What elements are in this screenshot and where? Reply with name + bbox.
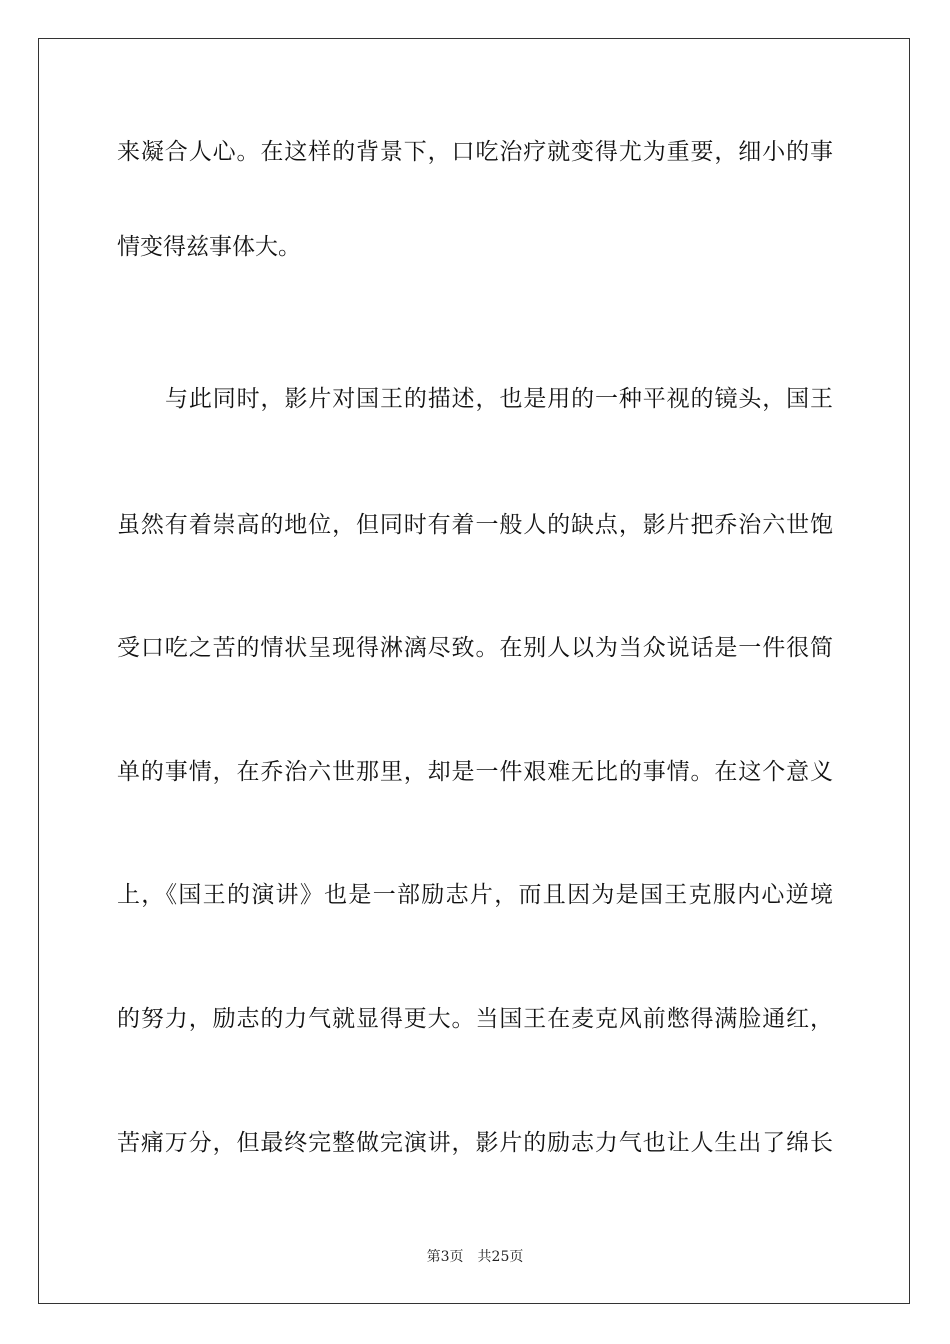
body-text-line-9: 苦痛万分，但最终完整做完演讲，影片的励志力气也让人生出了绵长 (117, 1130, 833, 1156)
body-text-line-7: 上，《国王的演讲》也是一部励志片，而且因为是国王克服内心逆境 (117, 882, 833, 908)
body-text-line-4: 虽然有着崇高的地位，但同时有着一般人的缺点，影片把乔治六世饱 (117, 512, 833, 538)
body-text-line-6: 单的事情，在乔治六世那里，却是一件艰难无比的事情。在这个意义 (117, 759, 833, 785)
page-number: 第3页 (426, 1249, 464, 1265)
page-footer (0, 1247, 950, 1267)
body-text-line-3: 与此同时，影片对国王的描述，也是用的一种平视的镜头，国王 (165, 386, 833, 412)
page-border (38, 38, 910, 1304)
body-text-line-8: 的努力，励志的力气就显得更大。当国王在麦克风前憋得满脸通红， (117, 1006, 833, 1032)
body-text-line-2: 情变得兹事体大。 (117, 234, 301, 260)
body-text-line-1: 来凝合人心。在这样的背景下，口吃治疗就变得尤为重要，细小的事 (117, 139, 833, 165)
body-text-line-5: 受口吃之苦的情状呈现得淋漓尽致。在别人以为当众说话是一件很简 (117, 635, 833, 661)
page-total: 共25页 (477, 1249, 524, 1265)
